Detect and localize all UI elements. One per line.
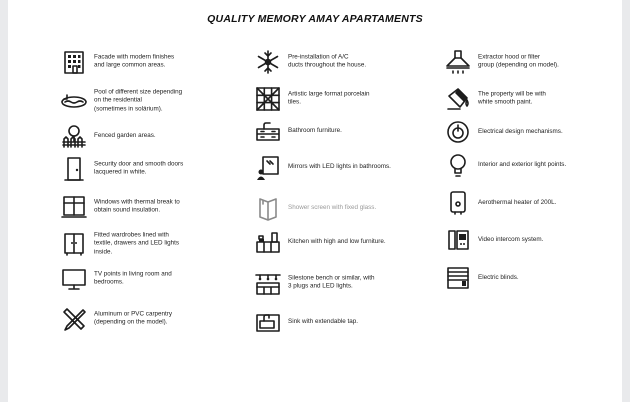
feature-text: Interior and exterior light points. [478,160,567,168]
feature-text: Silestone bench or similar, with 3 plugs and LED lights. [288,274,375,290]
feature-tv [60,264,230,294]
feature-bathroom-furniture [254,116,434,146]
feature-text: Security door and smooth doors lacquered in white. [94,160,184,176]
tv-icon [60,264,88,294]
power-socket-icon [444,117,472,147]
feature-text: Electric blinds. [478,273,519,281]
feature-pool [60,86,230,116]
feature-garden [60,121,230,151]
feature-porcelain-tiles [254,84,434,114]
pool-icon [60,86,88,116]
garden-fence-icon [60,121,88,151]
feature-text: TV points in living room and bedrooms. [94,270,172,286]
paint-bucket-icon [444,84,472,114]
feature-text: Artistic large format porcelain tiles. [288,90,370,106]
feature-electric-blinds [444,263,619,293]
feature-air-conditioning [254,47,434,77]
carpentry-tools-icon [60,304,88,334]
feature-electrical [444,117,619,147]
feature-shower-screen [254,193,434,223]
feature-text: Mirrors with LED lights in bathrooms. [288,162,391,170]
feature-led-mirrors [254,152,434,182]
porcelain-tile-icon [254,84,282,114]
feature-water-heater [444,188,619,218]
kitchen-icon [254,227,282,257]
feature-text: Windows with thermal break to obtain sound insulation. [94,198,180,214]
feature-door [60,154,230,184]
door-icon [60,154,88,184]
electric-blinds-icon [444,263,472,293]
feature-windows [60,192,230,222]
feature-text: Kitchen with high and low furniture. [288,237,386,245]
led-mirror-icon [254,152,282,182]
feature-extractor-hood [444,47,619,77]
sink-icon [254,307,282,337]
feature-intercom [444,225,619,255]
feature-text: Shower screen with fixed glass. [288,203,377,211]
light-bulb-icon [444,150,472,180]
feature-paint [444,84,619,114]
feature-text: Aerothermal heater of 200L. [478,198,557,206]
window-icon [60,192,88,222]
feature-sink [254,307,434,337]
document-page [8,0,622,402]
page-title: QUALITY MEMORY AMAY APARTAMENTS [207,13,423,25]
building-icon [60,47,88,77]
feature-facade [60,47,230,77]
silestone-bench-icon [254,268,282,298]
feature-carpentry [60,304,230,334]
feature-text: Pre-installation of A/C ducts throughout the house. [288,53,367,69]
feature-text: Extractor hood or filter group (depending on model). [478,53,559,69]
feature-wardrobes [60,229,230,259]
water-heater-icon [444,188,472,218]
feature-text: Video intercom system. [478,235,544,243]
shower-screen-icon [254,193,282,223]
feature-text: Fitted wardrobes lined with textile, drawers and LED lights inside. [94,231,180,256]
extractor-hood-icon [444,47,472,77]
feature-text: Pool of different size depending on the residential (sometimes in solárium). [94,88,183,113]
feature-light-points [444,150,619,180]
feature-text: Fenced garden areas. [94,131,156,139]
bathroom-furniture-icon [254,116,282,146]
feature-text: Aluminum or PVC carpentry (depending on the model). [94,310,173,326]
feature-text: Sink with extendable tap. [288,317,359,325]
feature-text: Electrical design mechanisms. [478,127,563,135]
wardrobe-icon [60,229,88,259]
air-conditioning-icon [254,47,282,77]
feature-text: Bathroom furniture. [288,126,342,134]
feature-text: The property will be with white smooth paint. [478,90,546,106]
intercom-icon [444,225,472,255]
feature-kitchen [254,227,434,257]
feature-silestone-bench [254,268,434,298]
feature-text: Facade with modern finishes and large common areas. [94,53,175,69]
